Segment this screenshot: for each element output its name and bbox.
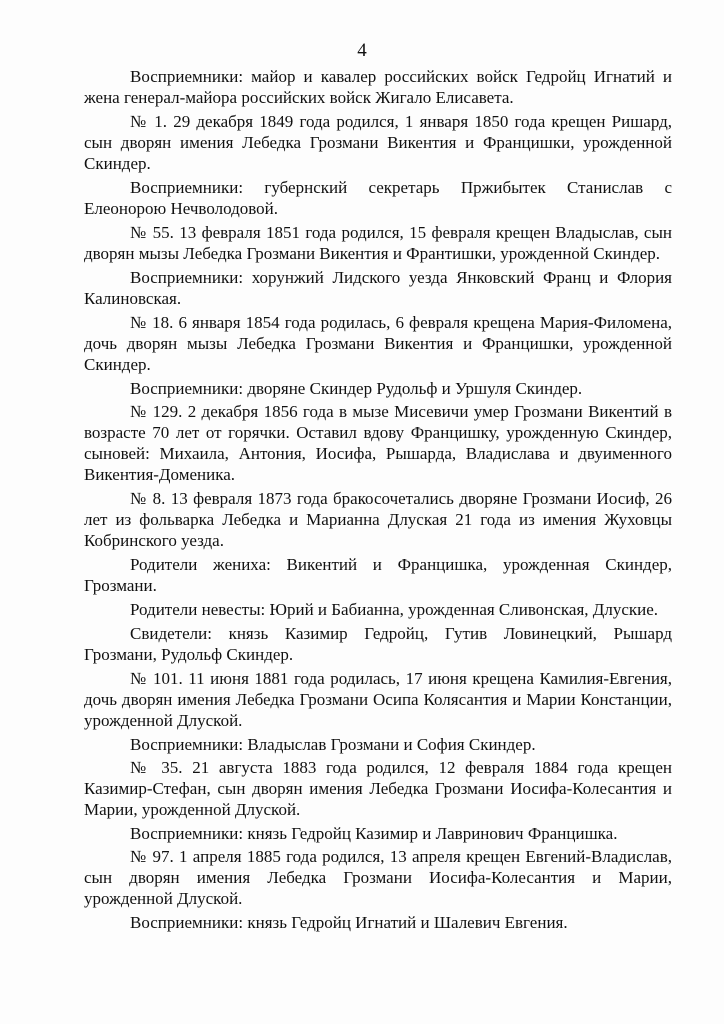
paragraph-record-18: № 18. 6 января 1854 года родилась, 6 февраля крещена Мария-Филомена, дочь дворян мызы Лебедка Грозмани Викентия и Францишки, урожденной Скиндер. [84, 313, 672, 374]
paragraph-record-1: № 1. 29 декабря 1849 года родился, 1 января 1850 года крещен Ришард, сын дворян имения Лебедка Грозмани Викентия и Францишки, урожденной Скиндер. [84, 112, 672, 173]
document-body [84, 66, 672, 936]
paragraph-godparents-2: Восприемники: губернский секретарь Пржибытек Станислав с Елеонорою Нечволодовой. [84, 178, 672, 218]
paragraph-record-8: № 8. 13 февраля 1873 года бракосочетались дворяне Грозмани Иосиф, 26 лет из фольварка Лебедка и Марианна Длуская 21 года из имения Жуховцы Кобринского уезда. [84, 489, 672, 550]
paragraph-bride-parents: Родители невесты: Юрий и Бабианна, урожденная Сливонская, Длуские. [130, 600, 659, 619]
paragraph-groom-parents: Родители жениха: Викентий и Францишка, урожденная Скиндер, Грозмани. [84, 555, 672, 595]
paragraph-record-97: № 97. 1 апреля 1885 года родился, 13 апреля крещен Евгений-Владислав, сын дворян имения Лебедка Грозмани Иосифа-Колесантия и Марии, урожденной Длуской. [84, 847, 672, 908]
paragraph-record-55: № 55. 13 февраля 1851 года родился, 15 февраля крещен Владыслав, сын дворян мызы Лебедка Грозмани Викентия и Франтишки, урожденной Скиндер. [84, 223, 672, 263]
paragraph-record-101: № 101. 11 июня 1881 года родилась, 17 июня крещена Камилия-Евгения, дочь дворян имения Лебедка Грозмани Осипа Колясантия и Марии Констанции, урожденной Длуской. [84, 669, 672, 730]
paragraph-godparents-1: Восприемники: майор и кавалер российских войск Гедройц Игнатий и жена генерал-майора российских войск Жигало Елисавета. [84, 67, 672, 107]
page-number: 4 [357, 40, 367, 61]
paragraph-record-129: № 129. 2 декабря 1856 года в мызе Мисевичи умер Грозмани Викентий в возрасте 70 лет от горячки. Оставил вдову Францишку, урожденную Скиндер, сыновей: Михаила, Антония, Иосифа, Рышарда, Владислава и двуименного Викентия-Доменика. [84, 402, 672, 484]
paragraph-witnesses: Свидетели: князь Казимир Гедройц, Гутив Ловинецкий, Рышард Грозмани, Рудольф Скиндер. [84, 624, 672, 664]
paragraph-godparents-6: Восприемники: князь Гедройц Казимир и Лавринович Францишка. [130, 824, 618, 843]
paragraph-godparents-4: Восприемники: дворяне Скиндер Рудольф и Уршуля Скиндер. [130, 379, 583, 398]
paragraph-godparents-5: Восприемники: Владыслав Грозмани и София Скиндер. [130, 735, 536, 754]
paragraph-godparents-3: Восприемники: хорунжий Лидского уезда Янковский Франц и Флория Калиновская. [84, 268, 672, 308]
paragraph-record-35: № 35. 21 августа 1883 года родился, 12 февраля 1884 года крещен Казимир-Стефан, сын дворян имения Лебедка Грозмани Иосифа-Колесантия и Марии, урожденной Длуской. [84, 758, 672, 819]
paragraph-godparents-7: Восприемники: князь Гедройц Игнатий и Шалевич Евгения. [130, 913, 568, 932]
